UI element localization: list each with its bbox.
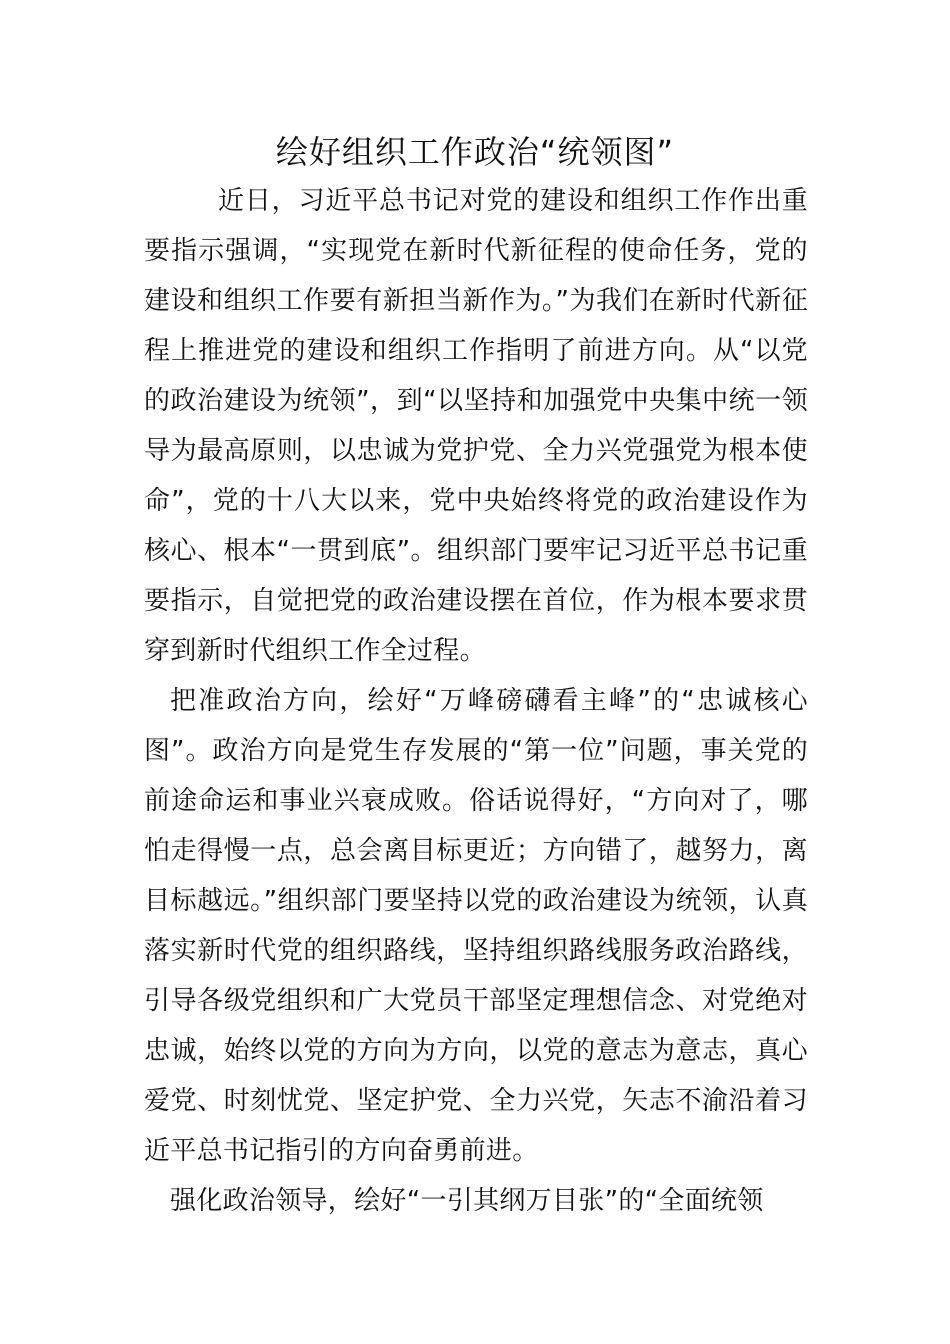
paragraph-1: 近日，习近平总书记对党的建设和组织工作作出重要指示强调，“实现党在新时代新征程的使命任务，党的建设和组织工作要有新担当新作为。”为我们在新时代新征程上推进党的建设和组织工作指明了前进方向。从“以党的政治建设为统领”，到“以坚持和加强党中央集中统一领导为最高原则，以忠诚为党护党、全力兴党强党为根本使命”，党的十八大以来，党中央始终将党的政治建设作为核心、根本“一贯到底”。组织部门要牢记习近平总书记重要指示，自觉把党的政治建设摆在首位，作为根本要求贯穿到新时代组织工作全过程。: [144, 186, 808, 666]
paragraph-2: 把准政治方向，绘好“万峰磅礴看主峰”的“忠诚核心图”。政治方向是党生存发展的“第一位”问题，事关党的前途命运和事业兴衰成败。俗话说得好，“方向对了，哪怕走得慢一点，总会离目标更近；方向错了，越努力，离目标越远。”组织部门要坚持以党的政治建设为统领，认真落实新时代党的组织路线，坚持组织路线服务政治路线，引导各级党组织和广大党员干部坚定理想信念、对党绝对忠诚，始终以党的方向为方向，以党的意志为意志，真心爱党、时刻忧党、坚定护党、全力兴党，矢志不渝沿着习近平总书记指引的方向奋勇前进。: [144, 686, 808, 1166]
document-title: 绘好组织工作政治“统领图”: [275, 133, 675, 171]
paragraph-3: 强化政治领导，绘好“一引其纲万目张”的“全面统领: [170, 1186, 764, 1216]
document-body: [144, 176, 808, 1226]
